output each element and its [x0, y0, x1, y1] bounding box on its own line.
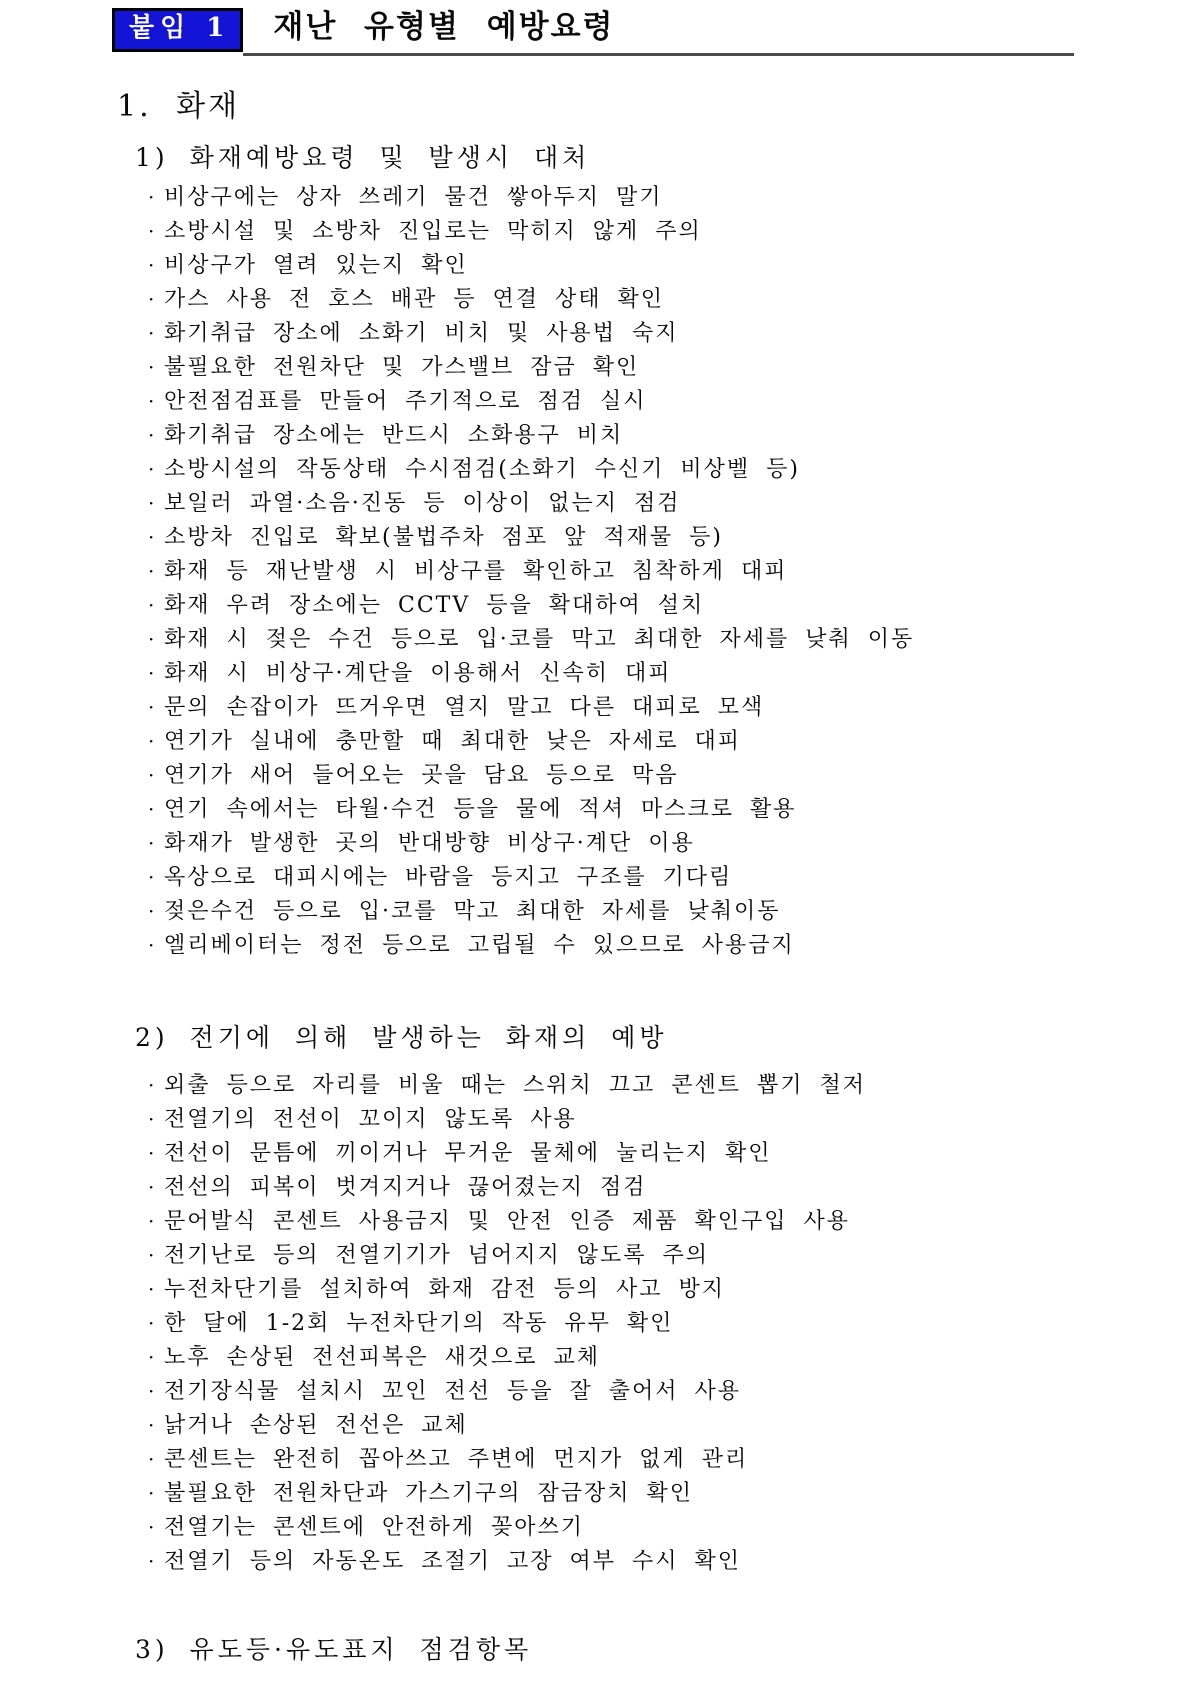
list-item — [148, 384, 1150, 418]
list-item — [148, 418, 1150, 452]
bullet-icon: · — [148, 831, 155, 855]
list-item-text: 전기난로 등의 전열기기가 넘어지지 않도록 주의 — [164, 1243, 710, 1268]
title-underline — [243, 8, 1074, 56]
bullet-icon: · — [148, 1209, 155, 1233]
list-item — [148, 656, 1150, 690]
list-item-text: 문어발식 콘센트 사용금지 및 안전 인증 제품 확인구입 사용 — [164, 1209, 850, 1234]
list-item-text: 전선의 피복이 벗겨지거나 끊어졌는지 점검 — [164, 1175, 647, 1200]
list-item-text: 화재 시 비상구·계단을 이용해서 신속히 대피 — [164, 661, 672, 686]
list-item-text: 보일러 과열·소음·진동 등 이상이 없는지 점검 — [164, 491, 681, 516]
list-item — [148, 622, 1150, 656]
list-item-text: 연기가 실내에 충만할 때 최대한 낮은 자세로 대피 — [164, 729, 741, 754]
list-item — [148, 1136, 1150, 1170]
list-item — [148, 792, 1150, 826]
list-item — [148, 860, 1150, 894]
bullet-icon: · — [148, 1413, 155, 1437]
list-item-text: 화재 우려 장소에는 CCTV 등을 확대하여 설치 — [164, 593, 705, 618]
list-item — [148, 214, 1150, 248]
list-item — [148, 690, 1150, 724]
list-item — [148, 520, 1150, 554]
bullet-icon: · — [148, 1141, 155, 1165]
bullet-icon: · — [148, 321, 155, 345]
page-title: 재난 유형별 예방요령 — [273, 9, 615, 45]
bullet-icon: · — [148, 1107, 155, 1131]
bullet-icon: · — [148, 1549, 155, 1573]
bullet-icon: · — [148, 1345, 155, 1369]
bullet-icon: · — [148, 219, 155, 243]
list-item-text: 젖은수건 등으로 입·코를 막고 최대한 자세를 낮춰이동 — [164, 899, 781, 924]
bullet-icon: · — [148, 253, 155, 277]
list-item — [148, 1238, 1150, 1272]
list-item-text: 전열기 등의 자동온도 조절기 고장 여부 수시 확인 — [164, 1549, 741, 1574]
bullet-icon: · — [148, 899, 155, 923]
list-item-text: 노후 손상된 전선피복은 새것으로 교체 — [164, 1345, 601, 1370]
list-item-text: 안전점검표를 만들어 주기적으로 점검 실시 — [164, 389, 647, 414]
bullet-icon: · — [148, 355, 155, 379]
list-item-text: 화기취급 장소에 소화기 비치 및 사용법 숙지 — [164, 321, 679, 346]
bullet-icon: · — [148, 865, 155, 889]
list-item-text: 화재가 발생한 곳의 반대방향 비상구·계단 이용 — [164, 831, 695, 856]
bullet-list-electric-fire — [148, 1068, 1150, 1578]
bullet-icon: · — [148, 457, 155, 481]
list-item — [148, 894, 1150, 928]
list-item — [148, 554, 1150, 588]
list-item — [148, 452, 1150, 486]
list-item-text: 소방시설 및 소방차 진입로는 막히지 않게 주의 — [164, 219, 702, 244]
list-item — [148, 486, 1150, 520]
list-item — [148, 1476, 1150, 1510]
subsection-heading-electric-fire: 2) 전기에 의해 발생하는 화재의 예방 — [135, 1023, 668, 1052]
bullet-icon: · — [148, 1515, 155, 1539]
list-item-text: 화기취급 장소에는 반드시 소화용구 비치 — [164, 423, 624, 448]
list-item-text: 콘센트는 완전히 꼽아쓰고 주변에 먼지가 없게 관리 — [164, 1447, 749, 1472]
list-item-text: 문의 손잡이가 뜨거우면 열지 말고 다른 대피로 모색 — [164, 695, 765, 720]
list-item — [148, 350, 1150, 384]
subsection-heading-exit-light-checklist: 3) 유도등·유도표지 점검항목 — [135, 1635, 533, 1664]
list-item — [148, 588, 1150, 622]
document-body — [0, 90, 1190, 1666]
list-item-text: 불필요한 전원차단과 가스기구의 잠금장치 확인 — [164, 1481, 694, 1506]
list-item — [148, 1408, 1150, 1442]
bullet-icon: · — [148, 287, 155, 311]
list-item — [148, 928, 1150, 962]
list-item-text: 전열기의 전선이 꼬이지 않도록 사용 — [164, 1107, 577, 1132]
bullet-icon: · — [148, 797, 155, 821]
list-item — [148, 316, 1150, 350]
list-item-text: 가스 사용 전 호스 배관 등 연결 상태 확인 — [164, 287, 664, 312]
list-item-text: 화재 시 젖은 수건 등으로 입·코를 막고 최대한 자세를 낮춰 이동 — [164, 627, 915, 652]
list-item — [148, 724, 1150, 758]
bullet-icon: · — [148, 1481, 155, 1505]
subsection-heading-fire-prevention: 1) 화재예방요령 및 발생시 대처 — [135, 143, 591, 172]
list-item — [148, 180, 1150, 214]
section-heading-fire: 1. 화재 — [117, 89, 241, 124]
bullet-icon: · — [148, 559, 155, 583]
bullet-list-fire-prevention — [148, 180, 1150, 962]
bullet-icon: · — [148, 593, 155, 617]
list-item-text: 누전차단기를 설치하여 화재 감전 등의 사고 방지 — [164, 1277, 726, 1302]
list-item — [148, 758, 1150, 792]
list-item-text: 전열기는 콘센트에 안전하게 꽂아쓰기 — [164, 1515, 585, 1540]
list-item-text: 소방시설의 작동상태 수시점검(소화기 수신기 비상벨 등) — [164, 457, 800, 482]
list-item — [148, 1204, 1150, 1238]
list-item-text: 한 달에 1-2회 누전차단기의 작동 유무 확인 — [164, 1311, 674, 1336]
list-item-text: 비상구가 열려 있는지 확인 — [164, 253, 468, 278]
list-item — [148, 1068, 1150, 1102]
list-item-text: 비상구에는 상자 쓰레기 물건 쌓아두지 말기 — [164, 185, 663, 210]
bullet-icon: · — [148, 933, 155, 957]
list-item-text: 옥상으로 대피시에는 바람을 등지고 구조를 기다림 — [164, 865, 733, 890]
bullet-icon: · — [148, 1447, 155, 1471]
bullet-icon: · — [148, 695, 155, 719]
bullet-icon: · — [148, 1277, 155, 1301]
list-item-text: 연기 속에서는 타월·수건 등을 물에 적셔 마스크로 활용 — [164, 797, 797, 822]
bullet-icon: · — [148, 423, 155, 447]
bullet-icon: · — [148, 1073, 155, 1097]
bullet-icon: · — [148, 627, 155, 651]
list-item — [148, 1510, 1150, 1544]
list-item — [148, 1102, 1150, 1136]
list-item-text: 엘리베이터는 정전 등으로 고립될 수 있으므로 사용금지 — [164, 933, 795, 958]
list-item-text: 연기가 새어 들어오는 곳을 담요 등으로 막음 — [164, 763, 679, 788]
list-item-text: 낡거나 손상된 전선은 교체 — [164, 1413, 468, 1438]
list-item — [148, 1272, 1150, 1306]
list-item — [148, 282, 1150, 316]
list-item-text: 소방차 진입로 확보(불법주차 점포 앞 적재물 등) — [164, 525, 723, 550]
document-header — [112, 8, 1074, 56]
bullet-icon: · — [148, 1175, 155, 1199]
bullet-icon: · — [148, 729, 155, 753]
bullet-icon: · — [148, 491, 155, 515]
bullet-icon: · — [148, 389, 155, 413]
list-item-text: 불필요한 전원차단 및 가스밸브 잠금 확인 — [164, 355, 640, 380]
bullet-icon: · — [148, 1311, 155, 1335]
list-item — [148, 1306, 1150, 1340]
bullet-icon: · — [148, 185, 155, 209]
list-item — [148, 1340, 1150, 1374]
bullet-icon: · — [148, 1379, 155, 1403]
bullet-icon: · — [148, 661, 155, 685]
list-item — [148, 826, 1150, 860]
list-item — [148, 1544, 1150, 1578]
bullet-icon: · — [148, 525, 155, 549]
list-item — [148, 1442, 1150, 1476]
list-item-text: 화재 등 재난발생 시 비상구를 확인하고 침착하게 대피 — [164, 559, 788, 584]
bullet-icon: · — [148, 763, 155, 787]
list-item-text: 외출 등으로 자리를 비울 때는 스위치 끄고 콘센트 뽑기 철저 — [164, 1073, 866, 1098]
list-item-text: 전기장식물 설치시 꼬인 전선 등을 잘 출어서 사용 — [164, 1379, 741, 1404]
bullet-icon: · — [148, 1243, 155, 1267]
list-item — [148, 1374, 1150, 1408]
list-item-text: 전선이 문틈에 끼이거나 무거운 물체에 눌리는지 확인 — [164, 1141, 772, 1166]
list-item — [148, 1170, 1150, 1204]
list-item — [148, 248, 1150, 282]
attachment-badge: 붙임 1 — [112, 8, 243, 52]
